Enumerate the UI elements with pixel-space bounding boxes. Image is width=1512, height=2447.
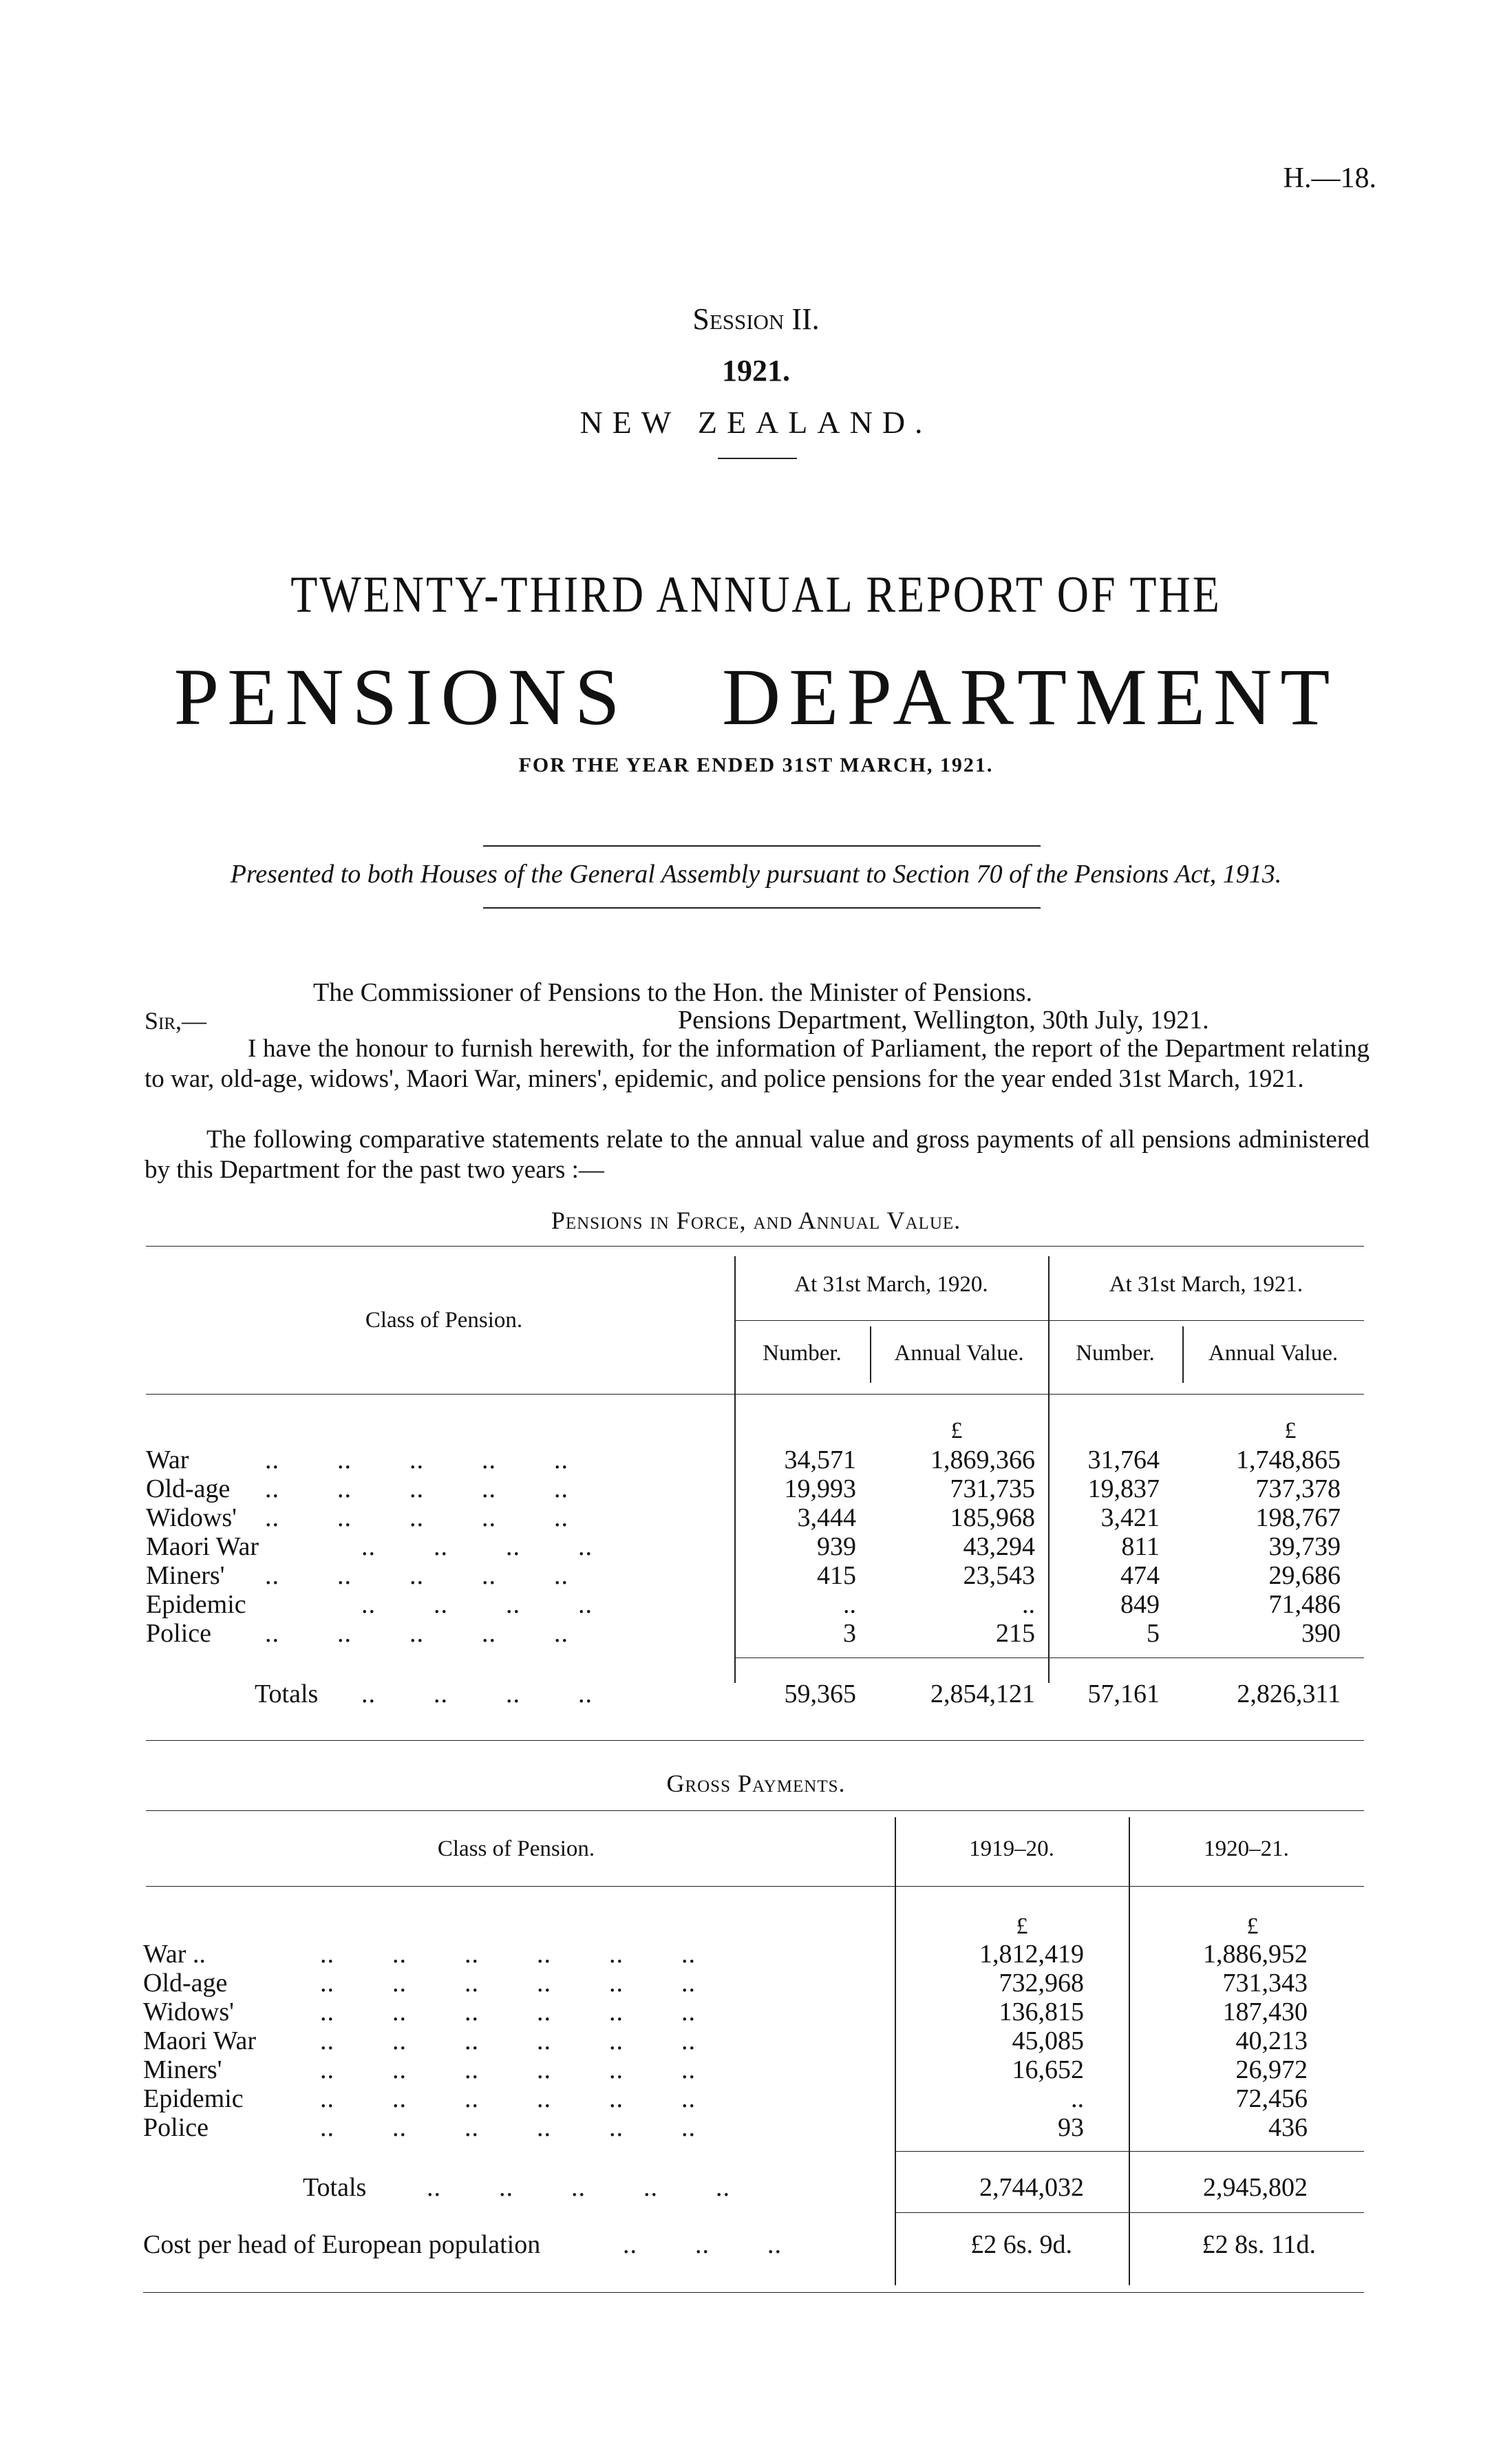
letter-paragraph-1-text: I have the honour to furnish herewith, for the information of Parliament, the report of the Department relating to war, old-age, widows', Maori War, miners', epidemic, and police pensions for the year ended 31st March, 1921. [145,1035,1370,1093]
table2-class-header: Class of Pension. [437,1836,595,1861]
cell: 811 [1121,1532,1160,1561]
table1-currency-1920: £ [950,1418,963,1443]
cost-label: Cost per head of European population [143,2230,541,2259]
table1-title: Pensions in Force, and Annual Value. [551,1207,961,1234]
table1-group-1921: At 31st March, 1921. [1109,1272,1303,1297]
leader-dots: .. .. .. .. [361,1590,593,1619]
table-row [0,1532,1512,1561]
row-label: Widows' [146,1503,237,1532]
table-row [0,1619,1512,1648]
leader-dots: .. .. .. .. .. [265,1474,568,1503]
table-row [0,1940,1512,1969]
cell: 3,421 [1100,1503,1160,1532]
cell: 731,735 [950,1474,1035,1503]
row-label: Old-age [146,1474,231,1503]
cell: 1,869,366 [930,1445,1035,1474]
cell: 34,571 [784,1445,856,1474]
table1-top-rule [146,1246,1364,1247]
table1-col-value-1921: Annual Value. [1208,1341,1339,1366]
cell: 187,430 [1222,1998,1308,2026]
leader-dots: .. .. .. .. .. [265,1561,568,1590]
cell: 23,543 [963,1561,1035,1590]
cell: 29,686 [1268,1561,1341,1590]
report-title-main: PENSIONS DEPARTMENT [173,652,1339,742]
cell: 19,993 [784,1474,856,1503]
table1-currency-1921: £ [1284,1418,1297,1443]
table-row [0,1969,1512,1998]
table1-group-1920: At 31st March, 1920. [794,1272,988,1297]
letter-paragraph-2 [145,1125,1370,1185]
table1-group-rule-1 [734,1320,1048,1321]
title-divider [718,458,797,459]
cell: .. [843,1590,856,1619]
table1-totals-row [0,1680,1512,1708]
table-row [0,1561,1512,1590]
table1-header-rule [146,1394,1364,1395]
leader-dots: .. .. .. .. .. .. [320,1969,696,1998]
table2-header-rule [146,1886,1364,1887]
cell: 939 [817,1532,856,1561]
leader-dots: .. .. .. .. [361,1680,593,1708]
cell: 43,294 [963,1532,1035,1561]
row-label: War .. [143,1940,206,1969]
row-label: Maori War [143,2026,257,2055]
table2-cost-row [0,2230,1512,2259]
session-label: Session II. [692,302,820,336]
table2-totals-rule [895,2151,1364,2152]
table2-title: Gross Payments. [666,1770,846,1797]
leader-dots: .. .. .. [623,2230,782,2259]
cell: 474 [1120,1561,1160,1590]
row-label: Widows' [143,1998,234,2026]
leader-dots: .. .. .. .. .. [265,1619,568,1648]
report-title-line1: TWENTY-THIRD ANNUAL REPORT OF THE [290,565,1222,623]
cell: 436 [1268,2113,1308,2142]
cell: 198,767 [1255,1503,1341,1532]
totals-label: Totals [303,2173,367,2202]
table-row [0,2113,1512,2142]
cell: 1,886,952 [1203,1940,1308,1969]
cell: .. [1022,1590,1035,1619]
table2-col-1919-20: 1919–20. [969,1836,1054,1861]
table1-col-number-1920: Number. [763,1341,842,1366]
row-label: Epidemic [143,2084,244,2113]
cell: 19,837 [1087,1474,1160,1503]
table2-cost-rule [895,2212,1364,2213]
table2-top-rule [146,1810,1364,1811]
table-row [0,1445,1512,1474]
leader-dots: .. .. .. .. .. .. [320,1998,696,2026]
row-label: Miners' [143,2055,222,2084]
cell: .. [1071,2084,1084,2113]
leader-dots: .. .. .. .. .. [265,1503,568,1532]
cell: 93 [1058,2113,1084,2142]
row-label: Epidemic [146,1590,246,1619]
leader-dots: .. .. .. .. .. [427,2173,730,2202]
table1-bottom-rule [146,1740,1364,1741]
letter-salutation: Sir,— [145,1007,207,1035]
table2-totals-row [0,2173,1512,2202]
cell: 2,826,311 [1237,1680,1341,1708]
table-row [0,1503,1512,1532]
cell: 16,652 [1012,2055,1084,2084]
table1-col-value-1920: Annual Value. [894,1341,1024,1366]
table1-class-header: Class of Pension. [365,1308,523,1333]
totals-label: Totals [255,1680,319,1708]
cell: 45,085 [1012,2026,1084,2055]
cell: 26,972 [1235,2055,1308,2084]
table2-currency-1919-20: £ [1016,1914,1028,1939]
table2-currency-1920-21: £ [1246,1914,1259,1939]
row-label: Miners' [146,1561,225,1590]
page-code: H.—18. [1283,162,1376,194]
cell: 5 [1147,1619,1160,1648]
cell: 3 [843,1619,856,1648]
letter-dateline: Pensions Department, Wellington, 30th July, 1921. [678,1006,1209,1035]
leader-dots: .. .. .. .. .. [265,1445,568,1474]
row-label: Police [143,2113,209,2142]
presented-rule-top [483,845,1041,847]
leader-dots: .. .. .. .. .. .. [320,1940,696,1969]
year-label: 1921. [722,354,790,388]
row-label: War [146,1445,189,1474]
cell: 737,378 [1255,1474,1341,1503]
letter-paragraph-2-text: The following comparative statements relate to the annual value and gross payments of all pensions administered by this Department for the past two years :— [145,1125,1370,1184]
table2-bottom-rule [143,2292,1364,2293]
cell: 3,444 [797,1503,856,1532]
cell: 849 [1120,1590,1160,1619]
row-label: Maori War [146,1532,259,1561]
cell: £2 6s. 9d. [970,2230,1072,2259]
cell: 59,365 [784,1680,856,1708]
table-row [0,1998,1512,2026]
letter-paragraph-1 [145,1034,1370,1094]
report-period: FOR THE YEAR ENDED 31ST MARCH, 1921. [518,754,994,776]
table-row [0,1474,1512,1503]
cell: 185,968 [950,1503,1035,1532]
cell: 1,812,419 [979,1940,1084,1969]
table-row [0,1590,1512,1619]
cell: £2 8s. 11d. [1202,2230,1316,2259]
cell: 2,744,032 [979,2173,1084,2202]
leader-dots: .. .. .. .. .. .. [320,2084,696,2113]
cell: 31,764 [1087,1445,1160,1474]
leader-dots: .. .. .. .. .. .. [320,2055,696,2084]
cell: 1,748,865 [1236,1445,1341,1474]
table1-group-rule-2 [1048,1320,1364,1321]
cell: 136,815 [999,1998,1084,2026]
cell: 71,486 [1268,1590,1341,1619]
leader-dots: .. .. .. .. [361,1532,593,1561]
cell: 40,213 [1235,2026,1308,2055]
cell: 731,343 [1222,1969,1308,1998]
table-row [0,2055,1512,2084]
table-row [0,2026,1512,2055]
table2-col-1920-21: 1920–21. [1204,1836,1289,1861]
cell: 2,945,802 [1203,2173,1308,2202]
cell: 39,739 [1268,1532,1341,1561]
table1-totals-rule [734,1657,1364,1658]
table-row [0,2084,1512,2113]
cell: 57,161 [1087,1680,1160,1708]
leader-dots: .. .. .. .. .. .. [320,2026,696,2055]
presented-note: Presented to both Houses of the General Assembly pursuant to Section 70 of the Pensions Act, 1913. [230,860,1282,889]
cell: 415 [817,1561,856,1590]
row-label: Old-age [143,1969,228,1998]
cell: 732,968 [999,1969,1084,1998]
letter-addressee: The Commissioner of Pensions to the Hon. the Minister of Pensions. [313,978,1032,1007]
row-label: Police [146,1619,211,1648]
country-label: NEW ZEALAND. [579,405,933,440]
cell: 215 [996,1619,1035,1648]
presented-rule-bottom [483,907,1041,909]
cell: 390 [1301,1619,1341,1648]
cell: 72,456 [1235,2084,1308,2113]
leader-dots: .. .. .. .. .. .. [320,2113,696,2142]
cell: 2,854,121 [930,1680,1035,1708]
table1-col-number-1921: Number. [1076,1341,1155,1366]
